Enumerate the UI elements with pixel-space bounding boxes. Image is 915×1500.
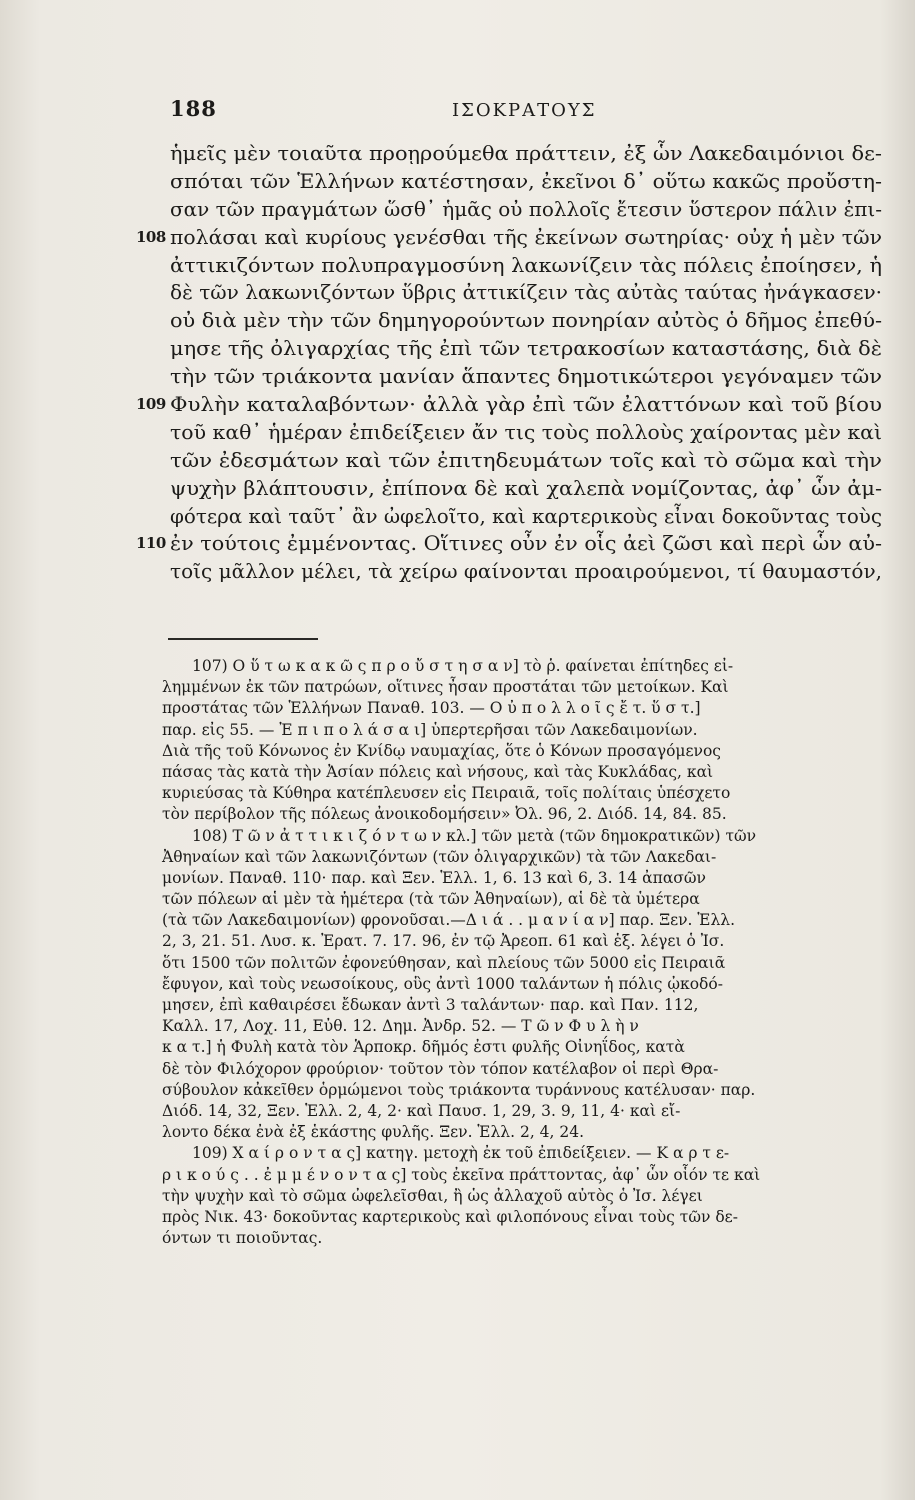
footnote-line [162, 1080, 884, 1101]
main-text-line [170, 279, 882, 307]
footnote-text: Καλλ. 17, Λοχ. 11, Εὐθ. 12. Δημ. Ἀνδρ. 52. — Τ ῶ ν Φ υ λ ὴ ν [162, 1017, 639, 1036]
line-text: ἀττικιζόντων πολυπραγμοσύνη λακωνίζειν τὰς πόλεις ἐποίησεν, ἡ [170, 252, 882, 277]
main-text-line [136, 391, 883, 419]
line-text: ἐν τούτοις ἐμμένοντας. Οἵτινες οὖν ἐν οἷς ἀεὶ ζῶσι καὶ περὶ ὧν αὐ- [170, 531, 882, 556]
main-text-line [170, 419, 882, 447]
footnote-line [162, 698, 884, 719]
footnote-text: κυριεύσας τὰ Κύθηρα κατέπλευσεν εἰς Πειραιᾶ, τοῖς πολίταις ὑπέσχετο [162, 784, 731, 803]
main-text-line [170, 447, 882, 475]
line-text: φότερα καὶ ταῦτ᾽ ἂν ὠφελοῖτο, καὶ καρτερικοὺς εἶναι δοκοῦντας τοὺς [170, 503, 882, 528]
footnote-divider [168, 638, 318, 640]
line-text: τῶν ἐδεσμάτων καὶ τῶν ἐπιτηδευμάτων τοῖς καὶ τὸ σῶμα καὶ τὴν [170, 447, 882, 472]
footnote-line [162, 1186, 884, 1207]
main-text-line [170, 196, 882, 224]
margin-section-number: 110 [136, 534, 166, 553]
footnote-line [162, 741, 884, 762]
footnote-line [162, 1228, 884, 1249]
margin-section-number: 109 [136, 395, 166, 414]
footnote-line [162, 847, 884, 868]
main-text-line [170, 252, 882, 280]
footnote-line [162, 677, 884, 698]
main-text [136, 140, 883, 586]
footnote-text: Διόδ. 14, 32, Ξεν. Ἑλλ. 2, 4, 2· καὶ Παυσ. 1, 29, 3. 9, 11, 4· καὶ εἴ- [162, 1101, 681, 1120]
footnote-line [162, 762, 884, 783]
footnote-text: 108) Τ ῶ ν ἀ τ τ ι κ ι ζ ό ν τ ω ν κλ.] τῶν μετὰ (τῶν δημοκρατικῶν) τῶν [192, 826, 757, 845]
line-text: Φυλὴν καταλαβόντων· ἀλλὰ γὰρ ἐπὶ τῶν ἐλαττόνων καὶ τοῦ βίου [170, 392, 883, 417]
line-text: δὲ τῶν λακωνιζόντων ὕβρις ἀττικίζειν τὰς αὐτὰς ταύτας ἠνάγκασεν· [170, 280, 883, 305]
footnote-text: πρὸς Νικ. 43· δοκοῦντας καρτερικοὺς καὶ φιλοπόνους εἶναι τοὺς τῶν δε- [162, 1207, 738, 1226]
footnote-text: ρ ι κ ο ύ ς . . ἐ μ μ έ ν ο ν τ α ς] τοὺς ἐκεῖνα πράττοντας, ἀφ᾽ ὧν οἷόν τε καὶ [162, 1165, 761, 1184]
line-text: τοῖς μᾶλλον μέλει, τὰ χείρω φαίνονται προαιρούμενοι, τί θαυμαστόν, [170, 559, 882, 584]
footnote-line [162, 953, 884, 974]
footnote-line [162, 974, 884, 995]
footnote-text: σύβουλον κἀκεῖθεν ὁρμώμενοι τοὺς τριάκοντα τυράννους κατέλυσαν· παρ. [162, 1080, 756, 1099]
line-text: πολάσαι καὶ κυρίους γενέσθαι τῆς ἐκείνων σωτηρίας· οὐχ ἡ μὲν τῶν [170, 224, 883, 249]
main-text-line [170, 335, 882, 363]
footnote-line [162, 656, 884, 677]
line-text: σαν τῶν πραγμάτων ὥσθ᾽ ἡμᾶς οὐ πολλοῖς ἔτεσιν ὕστερον πάλιν ἐπι- [170, 196, 882, 221]
footnote-text: Διὰ τῆς τοῦ Κόνωνος ἐν Κνίδῳ ναυμαχίας, ὅτε ὁ Κόνων προσαγόμενος [162, 741, 721, 760]
footnote-line [162, 1122, 884, 1143]
main-text-line [170, 558, 882, 586]
line-text: τοῦ καθ᾽ ἡμέραν ἐπιδείξειεν ἄν τις τοὺς πολλοὺς χαίροντας μὲν καὶ [170, 419, 882, 444]
footnote-text: όντων τι ποιοῦντας. [162, 1229, 323, 1248]
footnote-text: ἔφυγον, καὶ τοὺς νεωσοίκους, οὓς ἀντὶ 1000 ταλάντων ἡ πόλις ᾠκοδό- [162, 974, 723, 993]
footnote-line [162, 720, 884, 741]
footnote-text: μησεν, ἐπὶ καθαιρέσει ἔδωκαν ἀντὶ 3 ταλάντων· παρ. καὶ Παν. 112, [162, 996, 699, 1014]
footnote-line [162, 868, 884, 889]
main-text-line [170, 168, 882, 196]
footnote-text: (τὰ τῶν Λακεδαιμονίων) φρονοῦσαι.—Δ ι ά . . μ α ν ί α ν] παρ. Ξεν. Ἑλλ. [162, 911, 736, 930]
line-text: οὐ διὰ μὲν τὴν τῶν δημηγορούντων πονηρίαν αὐτὸς ὁ δῆμος ἐπεθύ- [170, 308, 883, 333]
footnote-line [162, 1143, 884, 1164]
footnote-line [162, 1016, 884, 1037]
footnote-text: 2, 3, 21. 51. Λυσ. κ. Ἐρατ. 7. 17. 96, ἐν τῷ Ἀρεοπ. 61 καὶ ἑξ. λέγει ὁ Ἰσ. [162, 932, 725, 951]
main-text-line [170, 503, 882, 531]
footnote-line [162, 826, 884, 847]
line-text: σπόται τῶν Ἑλλήνων κατέστησαν, ἐκεῖνοι δ᾽ οὕτω κακῶς προὔστη- [170, 168, 882, 193]
footnote-line [162, 1165, 884, 1186]
footnote-text: 109) Χ α ί ρ ο ν τ α ς] κατηγ. μετοχὴ ἐκ τοῦ ἐπιδείξειεν. — Κ α ρ τ ε- [192, 1144, 730, 1163]
main-text-line [170, 475, 882, 503]
footnote-line [162, 995, 884, 1016]
line-text: τὴν τῶν τριάκοντα μανίαν ἅπαντες δημοτικώτεροι γεγόναμεν τῶν [170, 364, 882, 389]
line-text: ἡμεῖς μὲν τοιαῦτα προῃρούμεθα πράττειν, ἐξ ὧν Λακεδαιμόνιοι δε- [170, 141, 882, 165]
footnote-line [162, 889, 884, 910]
footnote-text: παρ. εἰς 55. — Ἐ π ι π ο λ ά σ α ι] ὑπερτερῆσαι τῶν Λακεδαιμονίων. [162, 720, 698, 739]
footnote-text: ὅτι 1500 τῶν πολιτῶν ἐφονεύθησαν, καὶ πλείους τῶν 5000 εἰς Πειραιᾶ [162, 953, 726, 972]
footnote-text: τῶν πόλεων αἱ μὲν τὰ ἡμέτερα (τὰ τῶν Ἀθηναίων), αἱ δὲ τὰ ὑμέτερα [162, 890, 700, 909]
footnote-text: λοντο δέκα ἐνὰ ἐξ ἑκάστης φυλῆς. Ξεν. Ἑλλ. 2, 4, 24. [162, 1123, 585, 1142]
footnote-text: 107) Ο ὕ τ ω κ α κ ῶ ς π ρ ο ὔ σ τ η σ α ν] τὸ ῥ. φαίνεται ἐπίτηδες εἰ- [192, 657, 734, 675]
footnote-text: λημμένων ἐκ τῶν πατρώων, οἵτινες ἦσαν προστάται τῶν μετοίκων. Καὶ [162, 678, 729, 697]
running-head: ΙΣΟΚΡΑΤΟΥΣ [452, 100, 597, 121]
footnote-text: μονίων. Παναθ. 110· παρ. καὶ Ξεν. Ἑλλ. 1, 6. 13 καὶ 6, 3. 14 ἀπασῶν [162, 868, 706, 887]
footnote-line [162, 1037, 884, 1058]
margin-section-number: 108 [136, 227, 166, 246]
main-text-line [170, 363, 882, 391]
line-text: μησε τῆς ὀλιγαρχίας τῆς ἐπὶ τῶν τετρακοσίων καταστάσης, διὰ δὲ [170, 336, 882, 361]
main-text-line [170, 140, 882, 168]
footnote-line [162, 931, 884, 952]
footnote-line [162, 804, 884, 825]
page-header [170, 96, 885, 126]
footnote-line [162, 1207, 884, 1228]
footnotes [162, 656, 884, 1249]
page-number: 188 [170, 96, 217, 121]
footnote-text: δὲ τὸν Φιλόχορον φρούριον· τοῦτον τὸν τόπον κατέλαβον οἱ περὶ Θρα- [162, 1059, 719, 1078]
footnote-text: κ α τ.] ἡ Φυλὴ κατὰ τὸν Ἁρποκρ. δῆμός ἐστι φυλῆς Οἰνηΐδος, κατὰ [162, 1038, 685, 1057]
main-text-line [136, 224, 883, 252]
footnote-line [162, 910, 884, 931]
footnote-text: Ἀθηναίων καὶ τῶν λακωνιζόντων (τῶν ὀλιγαρχικῶν) τὰ τῶν Λακεδαι- [162, 847, 717, 866]
footnote-line [162, 783, 884, 804]
main-text-line [136, 530, 882, 558]
line-text: ψυχὴν βλάπτουσιν, ἐπίπονα δὲ καὶ χαλεπὰ νομίζοντας, ἀφ᾽ ὧν ἀμ- [170, 475, 883, 500]
footnote-line [162, 1101, 884, 1122]
main-text-line [170, 307, 882, 335]
footnote-text: προστάτας τῶν Ἑλλήνων Παναθ. 103. — Ο ὐ π ο λ λ ο ῖ ς ἔ τ. ὕ σ τ.] [162, 699, 701, 718]
footnote-line [162, 1059, 884, 1080]
footnote-text: τὴν ψυχὴν καὶ τὸ σῶμα ὠφελεῖσθαι, ἢ ὡς ἀλλαχοῦ αὐτὸς ὁ Ἰσ. λέγει [162, 1186, 703, 1205]
footnote-text: τὸν περίβολον τῆς πόλεως ἀνοικοδομήσειν» Ὀλ. 96, 2. Διόδ. 14, 84. 85. [162, 805, 727, 824]
footnote-text: πάσας τὰς κατὰ τὴν Ἀσίαν πόλεις καὶ νήσους, καὶ τὰς Κυκλάδας, καὶ [162, 762, 714, 781]
